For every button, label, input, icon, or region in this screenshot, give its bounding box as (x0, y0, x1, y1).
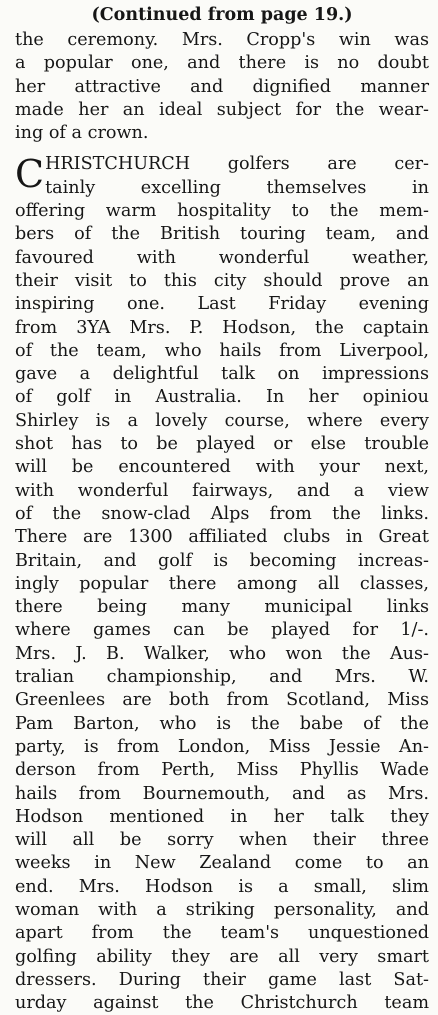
text-line: of golf in Australia. In her opiniou (15, 387, 429, 408)
text-line: their visit to this city should prove an (15, 270, 429, 291)
text-line: will all be sorry when their three (15, 830, 429, 851)
text-line: Shirley is a lovely course, where every (15, 410, 429, 431)
text-line: there being many municipal links (15, 597, 429, 618)
text-line: bers of the British touring team, and (15, 224, 429, 245)
text-line: There are 1300 affiliated clubs in Great (15, 527, 429, 548)
text-line: derson from Perth, Miss Phyllis Wade (15, 760, 429, 781)
text-line: apart from the team's unquestioned (15, 923, 429, 944)
text-line: made her an ideal subject for the wear- (15, 99, 429, 120)
text-line: ing of a crown. (15, 123, 149, 144)
text-line: urday against the Christchurch team (15, 993, 429, 1014)
text-line: party, is from London, Miss Jessie An- (15, 736, 429, 757)
text-line: golfing ability they are all very smart (15, 946, 429, 967)
continued-from-header: (Continued from page 19.) (91, 5, 353, 25)
text-line: where games can be played for 1/-. (15, 620, 429, 641)
article-column (15, 0, 429, 1015)
text-line-first: HRISTCHURCH golfers are cer- (45, 154, 429, 175)
text-line: of the snow-clad Alps from the links. (15, 503, 429, 524)
drop-cap: C (15, 152, 45, 197)
text-line: ingly popular there among all classes, (15, 573, 429, 594)
text-line: with wonderful fairways, and a view (15, 480, 429, 501)
text-line: a popular one, and there is no doubt (15, 53, 429, 74)
text-line: woman with a striking personality, and (15, 899, 429, 920)
text-line: hails from Bournemouth, and as Mrs. (15, 783, 429, 804)
text-line: end. Mrs. Hodson is a small, slim (15, 876, 429, 897)
text-line: her attractive and dignified manner (15, 76, 429, 97)
text-line: from 3YA Mrs. P. Hodson, the captain (15, 317, 429, 338)
text-line: Britain, and golf is becoming increas- (15, 550, 429, 571)
text-line: Greenlees are both from Scotland, Miss (15, 690, 429, 711)
text-line: the ceremony. Mrs. Cropp's win was (15, 30, 429, 50)
text-line: Mrs. J. B. Walker, who won the Aus- (15, 643, 429, 664)
text-line: weeks in New Zealand come to an (15, 853, 429, 874)
text-line: of the team, who hails from Liverpool, (15, 340, 429, 361)
text-line: Hodson mentioned in her talk they (15, 806, 429, 827)
text-line: will be encountered with your next, (15, 457, 429, 478)
text-line: favoured with wonderful weather, (15, 247, 429, 268)
paragraph-ceremony (15, 29, 429, 145)
text-line: offering warm hospitality to the mem- (15, 201, 429, 222)
text-line: shot has to be played or else trouble (15, 434, 429, 455)
paragraph-body-lines (15, 200, 429, 1015)
text-line: Pam Barton, who is the babe of the (15, 713, 429, 734)
text-line: inspiring one. Last Friday evening (15, 294, 429, 315)
text-line: dressers. During their game last Sat- (15, 969, 429, 990)
text-line: tralian championship, and Mrs. W. (15, 667, 429, 688)
text-line-second: tainly excelling themselves in (45, 177, 429, 198)
paragraph-christchurch-golfers (15, 153, 429, 1015)
text-line: gave a delightful talk on impressions (15, 364, 429, 385)
